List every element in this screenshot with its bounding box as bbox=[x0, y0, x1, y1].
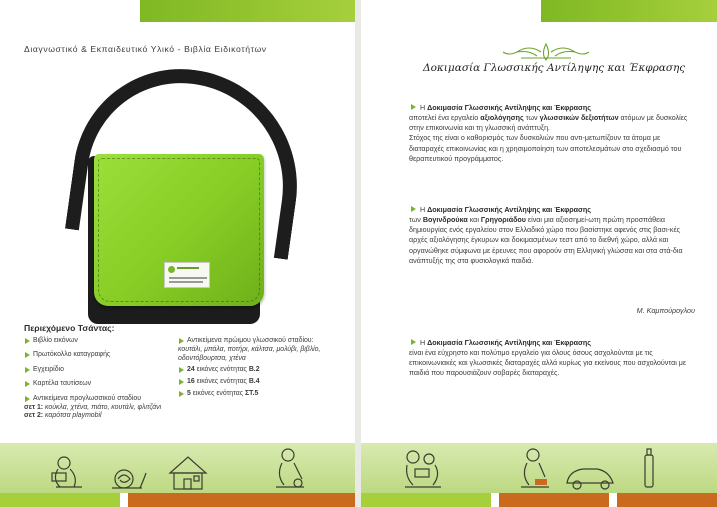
product-script-title: Δοκιμασία Γλωσσικής Αντίληψης και Έκφρασης bbox=[423, 62, 686, 74]
top-band-green bbox=[140, 0, 355, 22]
bottom-strip-green bbox=[361, 493, 491, 507]
description-paragraph-3: Η Δοκιμασία Γλωσσικής Αντίληψης και Έκφρασης είναι ένα εύχρηστο και πολύτιμο εργαλείο για όλους όσους ασχολούνται με τις επικοινωνιακές και γλωσσικές διαταραχές αλλά κυρίως για εκείνους που ασχολούνται με παιδιά που παρουσιάζουν σοβαρές διαταραχές. bbox=[409, 339, 687, 378]
bullet-arrow-icon bbox=[411, 104, 416, 110]
list-item: 5 εικόνες ενότητας ΣΤ.5 bbox=[178, 390, 353, 399]
bullet-arrow-icon bbox=[411, 339, 416, 345]
list-item: 16 εικόνες ενότητας Β.4 bbox=[178, 378, 353, 387]
bottom-strip-orange bbox=[499, 493, 609, 507]
ornament-icon bbox=[501, 40, 591, 62]
bottom-strip-green bbox=[0, 493, 120, 507]
bottom-strip-orange bbox=[128, 493, 355, 507]
contents-list-1 bbox=[24, 337, 176, 427]
child-drawing-sketch-icon bbox=[521, 449, 549, 487]
list-item: Καρτέλα ταυτίσεων bbox=[24, 380, 176, 389]
illustration-band bbox=[361, 443, 717, 493]
list-item: 24 εικόνες ενότητας Β.2 bbox=[178, 366, 353, 375]
top-band-white bbox=[0, 0, 140, 22]
bullet-arrow-icon bbox=[411, 206, 416, 212]
brand-label-text-mark bbox=[177, 267, 199, 269]
description-paragraph-1: Η Δοκιμασία Γλωσσικής Αντίληψης και Έκφρασης αποτελεί ένα εργαλείο αξιολόγησης των γλωσσικών δεξιοτήτων ατόμων με δυσκολίες στην επικοινωνία και τη γλωσσική ανάπτυξη. Στόχος της είναι ο καθορισμός των δυσκολιών που αντι-μετωπίζουν τα άτομα με διαταραχές επικοινωνίας και η χρησιμοποίηση των αποτελεσμάτων στο σχεδιασμό του θεραπευτικού προγράμματος. bbox=[409, 104, 688, 163]
left-page bbox=[0, 0, 355, 507]
illustration-sketches bbox=[0, 443, 355, 493]
illustration-sketches bbox=[361, 443, 717, 493]
contents-list-2 bbox=[178, 337, 353, 402]
page-title: Διαγνωστικό & Εκπαιδευτικό Υλικό - Βιβλία Ειδικοτήτων bbox=[24, 44, 267, 54]
list-item: Βιβλίο εικόνων bbox=[24, 337, 176, 346]
bottom-strip-orange bbox=[617, 493, 717, 507]
top-band-white bbox=[361, 0, 541, 22]
author-signature: Μ. Καμπούρογλου bbox=[636, 306, 695, 315]
car-sketch-icon bbox=[567, 469, 613, 489]
contents-heading: Περιεχόμενο Τσάντας: bbox=[24, 323, 115, 333]
child-playing-sketch-icon bbox=[276, 449, 304, 487]
child-reading-sketch-icon bbox=[52, 457, 82, 487]
top-band-green bbox=[541, 0, 717, 22]
list-item: Πρωτόκολλο καταγραφής bbox=[24, 351, 176, 360]
list-item: Εγχειρίδιο bbox=[24, 366, 176, 375]
house-sketch-icon bbox=[170, 457, 206, 489]
snail-sketch-icon bbox=[112, 470, 146, 488]
bottle-sketch-icon bbox=[645, 449, 653, 487]
right-page bbox=[361, 0, 717, 507]
description-paragraph-2: Η Δοκιμασία Γλωσσικής Αντίληψης και Έκφρασης των Βογινδρούκα και Γρηγοριάδου είναι μια αξιοσημεί-ωτη πρώτη προσπάθεια δημιουργίας ενός εργαλείου στον Ελλαδικό χώρο που βασίστηκε αφενός στις βασι-κές αρχές αξιολόγησης έγκυρων και δοκιμασμένων τεστ από το διεθνή χώρο, αλλά και οργανώθηκε σύμφωνα με έρευνες που αφορούν στη Ελληνική γλώσσα και στα στά-δια ανάπτυξής της στα φυσιολογικά παιδιά. bbox=[409, 206, 683, 265]
list-item: Αντικείμενα προγλωσσικού σταδίου σετ 1: κούκλα, χτένα, πιάτο, κουτάλι, φλιτζάνι σετ 2: καρότσα playmobil bbox=[24, 395, 176, 421]
list-item: Αντικείμενα πρώιμου γλωσσικού σταδίου: κουτάλι, μπάλα, ποτήρι, κάλτσα, μολύβι, βιβλίο, οδοντόβουρτσα, χτένα bbox=[178, 337, 353, 363]
product-bag-image bbox=[40, 62, 300, 322]
bag-brand-label bbox=[164, 262, 210, 288]
brand-logo-icon bbox=[168, 266, 175, 273]
children-reading-sketch-icon bbox=[405, 451, 441, 487]
illustration-band bbox=[0, 443, 355, 493]
